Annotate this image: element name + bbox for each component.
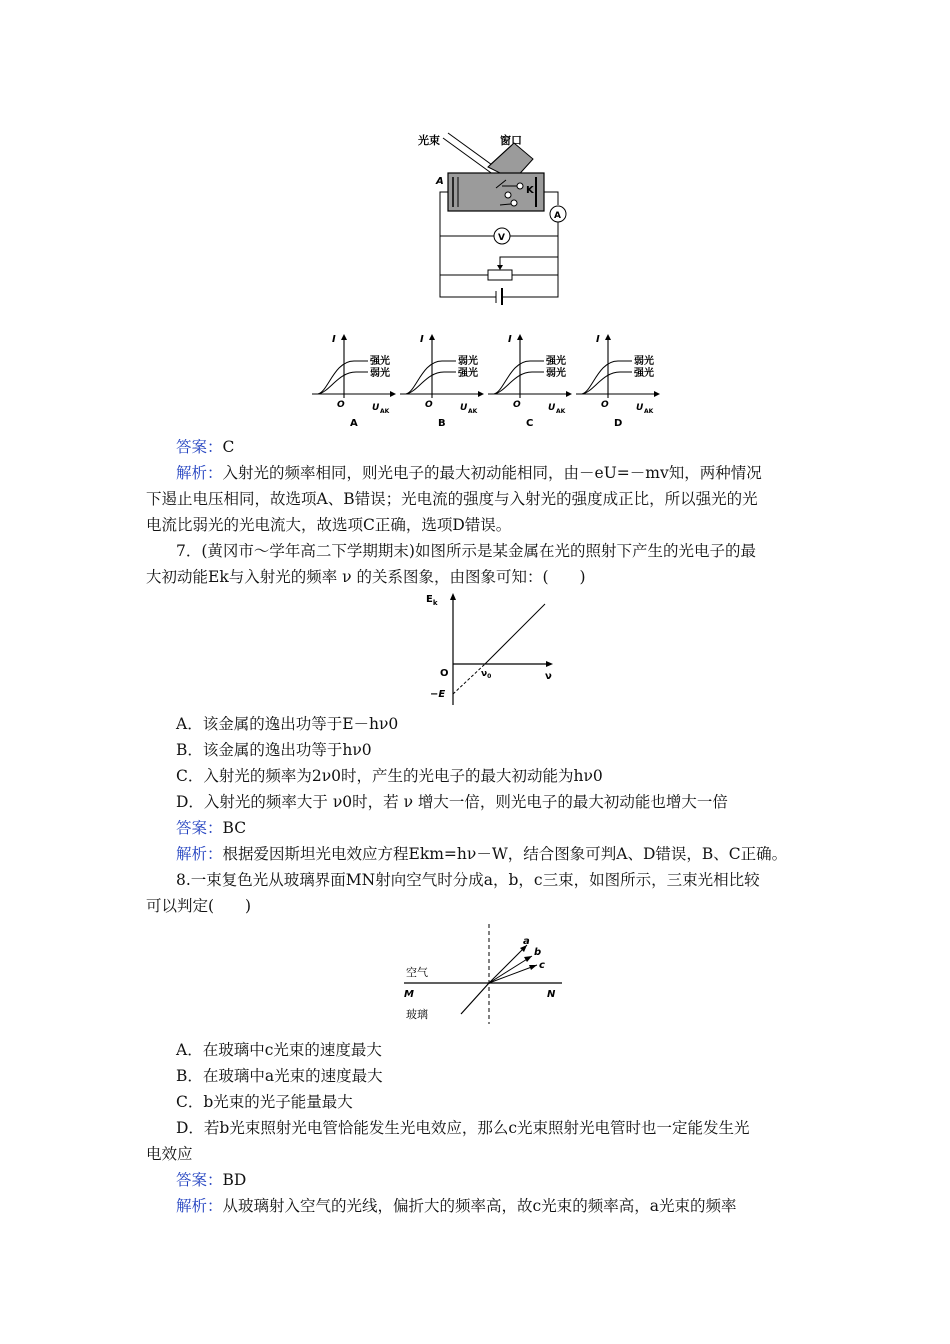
i-axis-arrow: [517, 334, 523, 340]
curve-upper: [582, 361, 632, 394]
q8-option-d: D．若b光束照射光电管恰能发生光电效应，那么c光束照射光电管时也一定能发生光: [176, 1119, 750, 1137]
curve-upper-label: 强光: [546, 356, 566, 367]
q8-analysis-text: 从玻璃射入空气的光线，偏折大的频率高，故c光束的频率高，a光束的频率: [222, 1197, 737, 1215]
curve-upper: [318, 361, 368, 394]
answer-label: 答案：: [176, 1171, 223, 1189]
curve-lower-label: 强光: [458, 368, 478, 379]
light-beam-label: 光束: [418, 134, 440, 147]
curve-upper-label: 弱光: [634, 356, 654, 367]
ray-c-label: c: [539, 960, 545, 971]
q7-option-c: C．入射光的频率为2ν0时，产生的光电子的最大初动能为hν0: [176, 767, 603, 785]
nu0-label: $\nu_0$: [481, 669, 492, 680]
u-axis-arrow: [478, 391, 484, 397]
ek-line-solid: [485, 604, 545, 664]
i-axis-arrow: [605, 334, 611, 340]
q6-analysis-line-3: 电流比弱光的光电流大，故选项C正确，选项D错误。: [146, 516, 512, 534]
q8-option-b: B．在玻璃中a光束的速度最大: [176, 1067, 383, 1085]
origin-label: O: [425, 400, 433, 410]
q8-option-d-cont: 电效应: [146, 1145, 193, 1163]
ek-axis-label: $E_k$: [426, 594, 438, 607]
origin-label: O: [513, 400, 521, 410]
q6-answer-line: [176, 436, 234, 458]
panel-letter: B: [438, 418, 446, 429]
q7-analysis-line: [176, 843, 787, 865]
u-axis-label: U: [372, 403, 380, 413]
curve-lower: [318, 372, 368, 394]
q8-analysis-line: [176, 1195, 736, 1217]
u-axis-label: U: [548, 403, 556, 413]
answer-label: 答案：: [176, 819, 223, 837]
i-axis-label: I: [596, 334, 600, 345]
iv-curves-figure: [310, 330, 660, 430]
curve-upper-label: 弱光: [458, 356, 478, 367]
origin-label: O: [601, 400, 609, 410]
u-axis-arrow: [566, 391, 572, 397]
u-axis-arrow: [654, 391, 660, 397]
voltmeter-label: V: [498, 233, 505, 243]
u-axis-sub: AK: [468, 408, 478, 415]
glass-label: 玻璃: [406, 1008, 428, 1021]
ammeter-label: A: [554, 211, 561, 221]
rheostat: [488, 270, 512, 280]
analysis-label: 解析：: [176, 1197, 223, 1215]
m-label: M: [404, 989, 414, 1000]
panel-letter: A: [350, 418, 358, 429]
q6-analysis-line-2: 下遏止电压相同，故选项A、B错误；光电流的强度与入射光的强度成正比，所以强光的光: [146, 490, 758, 508]
refraction-diagram: [400, 920, 570, 1030]
answer-label: 答案：: [176, 438, 223, 456]
i-axis-label: I: [508, 334, 512, 345]
panel-letter: D: [614, 418, 623, 429]
curve-lower-label: 强光: [634, 368, 654, 379]
ray-a: [489, 945, 527, 983]
i-axis-arrow: [341, 334, 347, 340]
q7-option-b: B．该金属的逸出功等于hν0: [176, 741, 372, 759]
q8-answer: BD: [222, 1171, 247, 1189]
q8-option-c: C．b光束的光子能量最大: [176, 1093, 353, 1111]
u-axis-arrow: [390, 391, 396, 397]
q7-stem-line-1: 7．(黄冈市～学年高二下学期期末)如图所示是某金属在光的照射下产生的光电子的最: [176, 542, 756, 560]
ek-line-dashed: [453, 664, 485, 694]
origin-label: O: [440, 668, 449, 679]
incident-ray: [461, 983, 489, 1014]
q7-analysis-text: 根据爱因斯坦光电效应方程Ekm=hν－W，结合图象可判A、D错误，B、C正确。: [222, 845, 788, 863]
q7-option-a: A．该金属的逸出功等于E－hν0: [176, 715, 399, 733]
q7-answer: BC: [222, 819, 247, 837]
curve-lower: [494, 372, 544, 394]
photoelectric-circuit-figure: [410, 125, 590, 305]
u-axis-label: U: [460, 403, 468, 413]
panel-letter: C: [526, 418, 534, 429]
u-axis-sub: AK: [644, 408, 654, 415]
q7-answer-line: [176, 817, 246, 839]
q8-answer-line: [176, 1169, 246, 1191]
q6-answer: C: [222, 438, 235, 456]
air-label: 空气: [406, 966, 428, 979]
q8-stem-line-2: 可以判定( ): [146, 897, 252, 915]
analysis-label: 解析：: [176, 464, 223, 482]
q7-stem-line-2: 大初动能Ek与入射光的频率 ν 的关系图象，由图象可知：( ): [146, 568, 586, 586]
i-axis-label: I: [420, 334, 424, 345]
n-label: N: [547, 989, 556, 1000]
curve-lower: [406, 372, 456, 394]
i-axis-arrow: [429, 334, 435, 340]
anode-label: A: [436, 176, 444, 187]
q8-option-a: A．在玻璃中c光束的速度最大: [176, 1041, 382, 1059]
intercept-label: −E: [430, 689, 446, 700]
curve-upper: [494, 361, 544, 394]
origin-label: O: [337, 400, 345, 410]
curve-lower: [582, 372, 632, 394]
window-label: 窗口: [500, 134, 522, 147]
q7-option-d: D．入射光的频率大于 ν0时，若 ν 增大一倍，则光电子的最大初动能也增大一倍: [176, 793, 728, 811]
curve-lower-label: 弱光: [370, 368, 390, 379]
analysis-label: 解析：: [176, 845, 223, 863]
i-axis-label: I: [332, 334, 336, 345]
u-axis-sub: AK: [380, 408, 390, 415]
ray-a-label: a: [523, 936, 530, 947]
curve-lower-label: 弱光: [546, 368, 566, 379]
u-axis-label: U: [636, 403, 644, 413]
u-axis-sub: AK: [556, 408, 566, 415]
ray-b-label: b: [534, 947, 542, 958]
q8-stem-line-1: 8.一束复色光从玻璃界面MN射向空气时分成a，b，c三束，如图所示，三束光相比较: [176, 871, 760, 889]
ek-frequency-graph: [420, 590, 560, 708]
curve-upper: [406, 361, 456, 394]
q6-analysis-line-1: [176, 462, 762, 484]
q6-analysis-text-1: 入射光的频率相同，则光电子的最大初动能相同，由－eU=－mv知，两种情况: [222, 464, 762, 482]
cathode-label: K: [526, 185, 534, 196]
nu-axis-label: ν: [545, 671, 552, 682]
curve-upper-label: 强光: [370, 356, 390, 367]
